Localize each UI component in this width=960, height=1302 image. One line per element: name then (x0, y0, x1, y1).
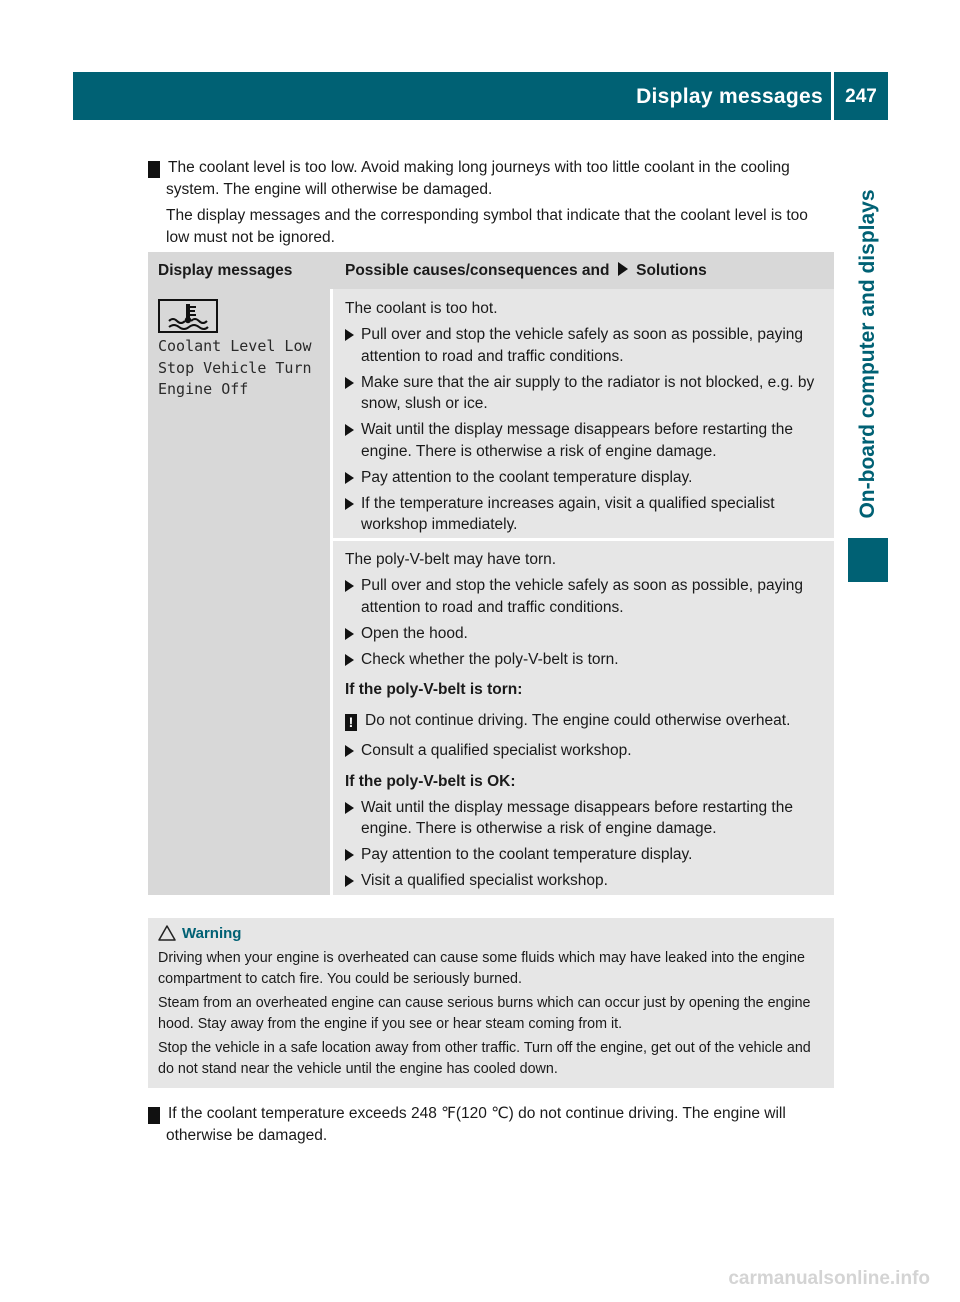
outro-block (142, 1103, 834, 1147)
step-arrow-icon (345, 424, 354, 436)
warning-triangle-icon (158, 925, 176, 941)
ok-heading: If the poly-V-belt is OK: (345, 772, 516, 790)
exclamation-icon: ! (345, 714, 357, 731)
side-tab-marker (848, 538, 888, 582)
torn-heading: If the poly-V-belt is torn: (345, 681, 523, 698)
list-item: Make sure that the air supply to the radiator is not blocked, e.g. by snow, slush or ice. (345, 372, 829, 415)
list-item: Wait until the display message disappears before restarting the engine. There is otherwise a risk of engine damage. (345, 419, 829, 462)
page-title: Display messages (636, 85, 823, 108)
step-arrow-icon (345, 472, 354, 484)
warning-text: Driving when your engine is overheated can cause some fluids which may have leaked into the engine compartment to catch fire. You could be seriously burned. Steam from an overheated engine can cause serious burns which can occur just by opening the engine hood. Stay away from the engine if you see or hear steam coming from it. Stop the vehicle in a safe location away from other traffic. Turn off the engine, get out of the vehicle and do not stand near the vehicle until the engine has cooled down. (158, 950, 811, 1077)
step-arrow-icon (345, 802, 354, 814)
column-header-messages: Display messages (158, 262, 293, 279)
step-arrow-icon (345, 628, 354, 640)
display-message-text: Coolant Level Low Stop Vehicle Turn Engine Off (158, 337, 312, 398)
list-item: Wait until the display message disappears before restarting the engine. There is otherwise a risk of engine damage. (345, 797, 829, 840)
warning-box (148, 918, 834, 1088)
message-column (148, 289, 330, 895)
coolant-temperature-icon (158, 299, 218, 333)
watermark: carmanualsonline.info (728, 1268, 930, 1289)
step-arrow-icon (345, 745, 354, 757)
cause-text: The coolant is too hot. (345, 300, 498, 317)
outro-warning: ! If the coolant temperature exceeds 248 ℉(120 ℃) do not continue driving. The engine will otherwise be damaged. (142, 1105, 786, 1144)
step-arrow-icon (345, 377, 354, 389)
list-item: Pay attention to the coolant temperature display. (345, 467, 829, 489)
step-arrow-icon (345, 654, 354, 666)
side-tab-label: On-board computer and displays (856, 189, 879, 519)
column-divider (330, 289, 333, 895)
list-item: Consult a qualified specialist workshop. (345, 740, 829, 762)
intro-note: The display messages and the corresponding symbol that indicate that the coolant level is too low must not be ignored. (166, 207, 808, 246)
step-arrow-icon (345, 849, 354, 861)
warning-title: Warning (158, 925, 241, 943)
column-header-solutions: Possible causes/consequences and Solutions (345, 262, 707, 279)
step-arrow-icon (345, 329, 354, 341)
list-item: Pull over and stop the vehicle safely as soon as possible, paying attention to road and traffic conditions. (345, 324, 829, 367)
exclamation-icon: ! (148, 1107, 160, 1124)
page-number: 247 (845, 86, 877, 107)
list-item: Check whether the poly-V-belt is torn. (345, 649, 829, 671)
list-item: Visit a qualified specialist workshop. (345, 870, 829, 892)
arrow-right-icon (617, 262, 629, 276)
list-item: Pay attention to the coolant temperature display. (345, 844, 829, 866)
list-item: Pull over and stop the vehicle safely as soon as possible, paying attention to road and traffic conditions. (345, 575, 829, 618)
torn-warning: ! Do not continue driving. The engine could otherwise overheat. (345, 710, 829, 732)
intro-block (142, 157, 834, 249)
step-arrow-icon (345, 875, 354, 887)
exclamation-icon: ! (148, 161, 160, 178)
cause-text: The poly-V-belt may have torn. (345, 551, 557, 568)
list-item: If the temperature increases again, visit a qualified specialist workshop immediately. (345, 493, 829, 536)
list-item: Open the hood. (345, 623, 829, 645)
solutions-cell-2 (345, 549, 829, 896)
step-arrow-icon (345, 580, 354, 592)
step-arrow-icon (345, 498, 354, 510)
intro-warning: ! The coolant level is too low. Avoid making long journeys with too little coolant in the cooling system. The engine will otherwise be damaged. (142, 159, 790, 198)
solutions-cell-1 (345, 298, 829, 540)
display-messages-table (148, 252, 834, 895)
